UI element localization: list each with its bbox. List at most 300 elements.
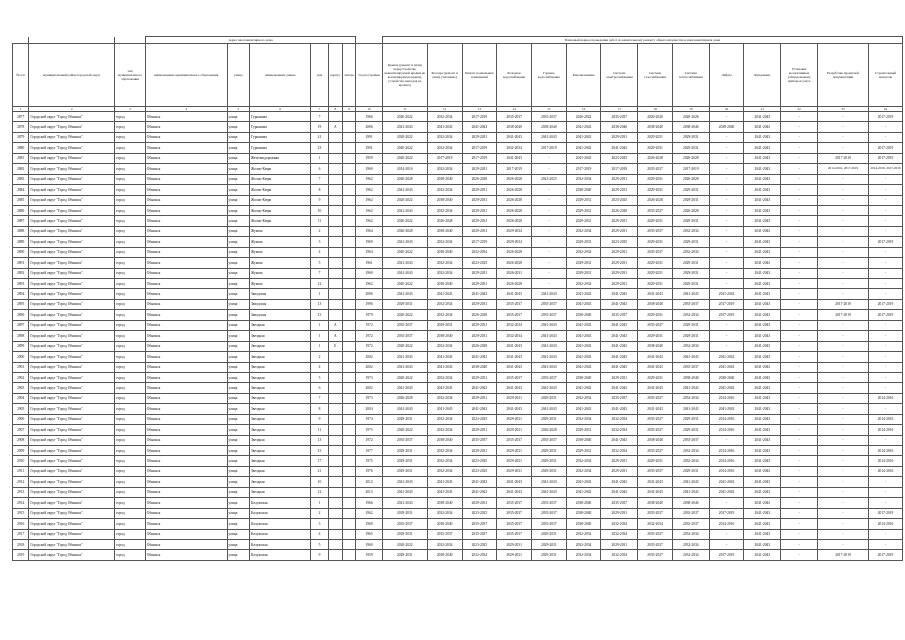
table-cell: 2035-2037 <box>497 112 532 122</box>
table-cell: - <box>781 498 818 508</box>
table-cell: 2026-2028 <box>497 216 532 226</box>
table-cell: 2029-2031 <box>497 393 532 403</box>
table-cell <box>342 550 355 560</box>
table-cell <box>328 425 342 435</box>
table-cell: Обнинск <box>145 237 227 247</box>
table-cell <box>328 414 342 424</box>
table-cell: 1962 <box>356 205 383 215</box>
table-row <box>13 508 903 518</box>
table-cell: 2884 <box>13 185 29 195</box>
table-cell: 2038-2040 <box>427 498 462 508</box>
table-cell: 2890 <box>13 247 29 257</box>
table-cell: 2041-2043 <box>744 320 781 330</box>
table-row <box>13 435 903 445</box>
table-cell: 2026-2028 <box>672 205 709 215</box>
table-cell: 2032-2034 <box>601 446 638 456</box>
table-cell: 2006 <box>356 122 383 132</box>
table-cell: 2038-2040 <box>672 372 709 382</box>
table-row <box>13 185 903 195</box>
column-header: Система электроснабжения <box>601 44 638 107</box>
table-cell: 2041-2043 <box>744 195 781 205</box>
table-cell: 2041-2043 <box>382 498 427 508</box>
table-cell: 2026-2028 <box>497 195 532 205</box>
table-cell: 2887 <box>13 216 29 226</box>
table-cell: 2908 <box>13 435 29 445</box>
table-cell: 2029-2031 <box>462 132 497 142</box>
table-cell: 1973 <box>356 372 383 382</box>
table-cell: 2041-2043 <box>382 477 427 487</box>
table-cell: Обнинск <box>145 320 227 330</box>
column-number: 8 <box>328 107 342 112</box>
table-cell: улица <box>227 404 249 414</box>
table-cell: 2035-2037 <box>638 247 673 257</box>
column-number: 6 <box>250 107 311 112</box>
table-cell: - <box>817 331 868 341</box>
table-cell: Городской округ "Город Обнинск" <box>29 404 115 414</box>
table-cell: 1975 <box>356 456 383 466</box>
table-cell: - <box>709 279 744 289</box>
table-cell: город <box>115 519 146 529</box>
table-cell: 2029-2031 <box>531 456 566 466</box>
table-cell: 2035-2037 <box>531 508 566 518</box>
table-cell: 2032-2034 <box>672 393 709 403</box>
table-row <box>13 550 903 560</box>
table-cell: 2017-2019 <box>462 237 497 247</box>
table-cell: 2041-2043 <box>744 383 781 393</box>
table-cell: 2041-2043 <box>382 352 427 362</box>
table-cell: 2029-2031 <box>497 539 532 549</box>
table-cell: 2020-2020 <box>638 112 673 122</box>
table-cell: 2029-2031 <box>566 425 601 435</box>
table-cell: 4 <box>311 529 328 539</box>
table-row <box>13 310 903 320</box>
table-cell <box>328 237 342 247</box>
table-cell: Городской округ "Город Обнинск" <box>29 456 115 466</box>
table-cell: Обнинск <box>145 226 227 236</box>
table-cell: 2017-2019 <box>817 550 868 560</box>
table-cell: Городской округ "Город Обнинск" <box>29 237 115 247</box>
table-cell: 2041-2043 <box>427 289 462 299</box>
table-cell: 2032-2034 <box>566 529 601 539</box>
table-cell: 2038-2040 <box>566 498 601 508</box>
table-cell: 5 <box>311 372 328 382</box>
column-header: Разработка проектной документации <box>817 44 868 107</box>
table-cell: 2029-2031 <box>462 164 497 174</box>
table-cell: Жолио-Кюри <box>250 205 311 215</box>
table-cell: 2041-2043 <box>531 289 566 299</box>
column-number: 24 <box>869 107 903 112</box>
table-cell: 2038-2040 <box>427 226 462 236</box>
table-cell: улица <box>227 372 249 382</box>
table-cell: 2041-2043 <box>382 383 427 393</box>
table-cell: 9 <box>311 414 328 424</box>
table-cell: - <box>817 414 868 424</box>
table-cell: Городской округ "Город Обнинск" <box>29 164 115 174</box>
table-cell: город <box>115 132 146 142</box>
table-cell: - <box>781 164 818 174</box>
table-cell <box>342 237 355 247</box>
table-cell: 12 <box>311 279 328 289</box>
table-cell: 2020-2026 <box>672 112 709 122</box>
table-cell: - <box>817 456 868 466</box>
table-row <box>13 456 903 466</box>
table-cell: 1965 <box>356 529 383 539</box>
table-cell: 1974 <box>356 414 383 424</box>
table-cell: 1996 <box>356 299 383 309</box>
table-cell: 2020-2022 <box>382 310 427 320</box>
table-cell: Обнинск <box>145 299 227 309</box>
table-cell: 2029-2031 <box>531 414 566 424</box>
table-cell: - <box>531 153 566 163</box>
table-cell: 2029-2031 <box>638 143 673 153</box>
table-cell: город <box>115 550 146 560</box>
column-number: 23 <box>817 107 868 112</box>
table-cell: 2029-2031 <box>566 195 601 205</box>
table-cell: 2038-2040 <box>638 299 673 309</box>
table-cell: 2038-2040 <box>427 435 462 445</box>
table-cell <box>328 299 342 309</box>
table-cell: Звездная <box>250 352 311 362</box>
table-cell: 2912 <box>13 477 29 487</box>
table-cell: город <box>115 362 146 372</box>
table-cell: 2026-2028 <box>427 216 462 226</box>
table-cell: 2029-2031 <box>462 216 497 226</box>
table-cell: 2041-2043 <box>601 341 638 351</box>
table-cell: 2035-2037 <box>497 299 532 309</box>
table-cell: 2020-2022 <box>382 372 427 382</box>
table-cell: 10 <box>311 477 328 487</box>
table-cell <box>328 258 342 268</box>
table-cell: Городской округ "Город Обнинск" <box>29 539 115 549</box>
table-cell: 2029-2031 <box>566 216 601 226</box>
table-cell: - <box>781 310 818 320</box>
table-cell: 2029-2031 <box>531 466 566 476</box>
table-cell: 1969 <box>356 237 383 247</box>
table-cell <box>328 247 342 257</box>
table-cell: 1 <box>311 320 328 330</box>
table-cell: Обнинск <box>145 477 227 487</box>
table-cell: - <box>531 237 566 247</box>
table-cell <box>328 508 342 518</box>
table-cell: 2886 <box>13 205 29 215</box>
table-cell: 2041-2043 <box>638 477 673 487</box>
table-cell: 2032-2034 <box>566 393 601 403</box>
table-cell: - <box>781 174 818 184</box>
table-cell: Городской округ "Город Обнинск" <box>29 383 115 393</box>
table-cell: Звездная <box>250 393 311 403</box>
table-cell: 2038-2040 <box>638 435 673 445</box>
table-cell: улица <box>227 331 249 341</box>
table-cell: - <box>869 404 903 414</box>
table-cell: - <box>781 435 818 445</box>
table-cell <box>342 299 355 309</box>
table-cell: город <box>115 195 146 205</box>
table-cell: 2029-2031 <box>601 132 638 142</box>
table-row <box>13 279 903 289</box>
table-row <box>13 383 903 393</box>
table-cell: - <box>781 153 818 163</box>
table-cell: Городской округ "Город Обнинск" <box>29 519 115 529</box>
table-cell: 1975 <box>356 425 383 435</box>
table-cell: 2041-2043 <box>744 456 781 466</box>
table-cell: улица <box>227 205 249 215</box>
table-cell: 2038-2040 <box>566 435 601 445</box>
table-cell: улица <box>227 519 249 529</box>
table-cell: город <box>115 404 146 414</box>
table-cell: - <box>817 404 868 414</box>
table-cell <box>328 205 342 215</box>
table-cell <box>328 195 342 205</box>
table-cell: 1979 <box>356 310 383 320</box>
table-cell: улица <box>227 341 249 351</box>
table-cell: 2029-2031 <box>566 446 601 456</box>
table-cell <box>342 372 355 382</box>
table-cell: Городской округ "Город Обнинск" <box>29 289 115 299</box>
table-cell: 2029-2031 <box>638 132 673 142</box>
table-cell <box>342 320 355 330</box>
table-cell: 19 <box>311 122 328 132</box>
table-cell <box>328 143 342 153</box>
column-header: Строительный контроль <box>869 44 903 107</box>
table-cell: улица <box>227 247 249 257</box>
table-cell <box>342 352 355 362</box>
table-cell: - <box>781 331 818 341</box>
table-cell: 2041-2043 <box>462 289 497 299</box>
table-cell: 2029-2031 <box>672 237 709 247</box>
table-cell: 11 <box>311 216 328 226</box>
table-cell: 2017-2019 <box>869 508 903 518</box>
table-cell <box>342 268 355 278</box>
table-cell: 2026-2028 <box>672 174 709 184</box>
column-number: 16 <box>566 107 601 112</box>
table-cell: 2032-2034 <box>427 205 462 215</box>
table-cell: 2032-2034 <box>601 414 638 424</box>
table-row <box>13 372 903 382</box>
table-cell: 2041-2043 <box>531 487 566 497</box>
column-number: 4 <box>145 107 227 112</box>
table-cell: 2041-2043 <box>497 404 532 414</box>
table-cell: 2026-2028 <box>462 174 497 184</box>
table-cell: Обнинск <box>145 352 227 362</box>
table-cell: 2041-2043 <box>744 153 781 163</box>
table-cell: 2035-2037 <box>382 435 427 445</box>
table-cell: 2029-2031 <box>638 185 673 195</box>
table-cell: 1972 <box>356 341 383 351</box>
table-cell: 1966 <box>356 498 383 508</box>
table-cell: 2023-2025 <box>601 195 638 205</box>
table-cell: 2041-2043 <box>531 132 566 142</box>
table-cell: улица <box>227 122 249 132</box>
table-cell: Звездная <box>250 320 311 330</box>
table-cell: 2029-2031 <box>672 258 709 268</box>
table-cell: 2032-2034 <box>427 372 462 382</box>
table-cell <box>342 174 355 184</box>
column-number: 13 <box>462 107 497 112</box>
table-cell <box>342 414 355 424</box>
table-cell: 2035-2037 <box>638 425 673 435</box>
table-cell: 1 <box>311 289 328 299</box>
table-cell: - <box>709 143 744 153</box>
table-cell: 2029-2031 <box>638 372 673 382</box>
table-cell: 2041-2043 <box>744 205 781 215</box>
table-cell <box>328 435 342 445</box>
table-cell: Гурьянова <box>250 122 311 132</box>
table-cell: - <box>781 216 818 226</box>
table-cell: - <box>869 247 903 257</box>
table-cell: 2029-2031 <box>601 466 638 476</box>
table-cell <box>328 393 342 403</box>
column-header: муниципальный район/городской округ <box>29 44 115 107</box>
table-cell: 2035-2037 <box>462 529 497 539</box>
table-cell: - <box>709 435 744 445</box>
table-cell: улица <box>227 446 249 456</box>
table-cell: 2017-2019 <box>817 299 868 309</box>
table-cell: 2029-2031 <box>638 456 673 466</box>
table-cell: - <box>781 466 818 476</box>
table-cell: 2035-2037 <box>531 435 566 445</box>
table-cell: 2029-2031 <box>638 258 673 268</box>
table-cell: 2032-2034 <box>427 143 462 153</box>
table-cell: 2029-2031 <box>601 508 638 518</box>
table-cell: 2032-2034 <box>497 331 532 341</box>
table-cell: 2026-2028 <box>638 153 673 163</box>
table-cell: 2 <box>311 352 328 362</box>
table-cell: улица <box>227 352 249 362</box>
table-cell: 2029-2031 <box>462 268 497 278</box>
table-cell: - <box>781 393 818 403</box>
table-row <box>13 519 903 529</box>
table-cell: улица <box>227 362 249 372</box>
table-cell: улица <box>227 310 249 320</box>
table-cell: 2029-2031 <box>462 498 497 508</box>
table-cell: 2032-2034 <box>566 174 601 184</box>
table-row <box>13 320 903 330</box>
table-cell: Звездная <box>250 466 311 476</box>
table-cell: 1991 <box>356 143 383 153</box>
table-cell: 2041-2043 <box>744 310 781 320</box>
table-cell: 2014-2016, 2017-2019 <box>869 164 903 174</box>
table-cell: 2032-2034 <box>601 519 638 529</box>
table-cell <box>342 435 355 445</box>
table-cell: 2017-2019 <box>709 310 744 320</box>
table-cell: улица <box>227 268 249 278</box>
table-cell: 2035-2037 <box>531 299 566 309</box>
table-cell: 2012 <box>356 477 383 487</box>
table-cell: 2041-2043 <box>744 372 781 382</box>
table-cell: 2017-2019 <box>817 310 868 320</box>
table-cell: 2017-2019 <box>566 164 601 174</box>
table-cell: город <box>115 508 146 518</box>
table-cell: 2880 <box>13 143 29 153</box>
table-cell: 2041-2043 <box>566 289 601 299</box>
table-cell: 2029-2031 <box>531 550 566 560</box>
table-cell: 2029-2031 <box>497 425 532 435</box>
table-cell: 2035-2037 <box>462 435 497 445</box>
table-cell <box>328 289 342 299</box>
table-cell: улица <box>227 529 249 539</box>
table-cell: 2032-2034 <box>566 539 601 549</box>
table-cell: 7 <box>311 268 328 278</box>
table-cell: 2032-2034 <box>672 550 709 560</box>
table-cell: 2901 <box>13 362 29 372</box>
table-cell: 2041-2043 <box>744 226 781 236</box>
table-cell: 2 <box>311 226 328 236</box>
table-cell: 2041-2043 <box>744 393 781 403</box>
column-number: 5 <box>227 107 249 112</box>
table-cell: - <box>709 331 744 341</box>
table-cell: - <box>781 122 818 132</box>
table-cell: - <box>709 185 744 195</box>
table-cell <box>328 519 342 529</box>
table-cell: Городской округ "Город Обнинск" <box>29 414 115 424</box>
table-cell: 2020-2022 <box>382 132 427 142</box>
table-cell: 7 <box>311 174 328 184</box>
table-cell: - <box>709 529 744 539</box>
table-cell: 2026-2028 <box>497 247 532 257</box>
table-cell <box>342 539 355 549</box>
table-cell <box>342 258 355 268</box>
table-cell: Обнинск <box>145 247 227 257</box>
table-cell: 2 <box>311 508 328 518</box>
table-cell: улица <box>227 539 249 549</box>
table-cell: - <box>869 195 903 205</box>
table-cell: 2029-2031 <box>462 299 497 309</box>
table-cell: 1991 <box>356 132 383 142</box>
table-cell: город <box>115 372 146 382</box>
table-cell: - <box>817 205 868 215</box>
table-cell: Городской округ "Город Обнинск" <box>29 508 115 518</box>
column-number: 12 <box>427 107 462 112</box>
table-cell: 5 <box>311 539 328 549</box>
table-cell: 2041-2043 <box>382 205 427 215</box>
table-cell: 2017-2019 <box>462 112 497 122</box>
table-cell: 12 <box>311 487 328 497</box>
table-row <box>13 362 903 372</box>
table-cell: 11 <box>311 425 328 435</box>
table-cell: 2029-2031 <box>672 466 709 476</box>
table-cell: - <box>781 132 818 142</box>
table-cell: 2035-2037 <box>497 435 532 445</box>
table-cell: 1959 <box>356 550 383 560</box>
table-cell: 2029-2031 <box>672 268 709 278</box>
table-cell: 2038-2040 <box>709 122 744 132</box>
table-cell: 2029-2031 <box>382 466 427 476</box>
table-cell: - <box>817 143 868 153</box>
table-cell: 2041-2043 <box>382 404 427 414</box>
table-cell: 2004 <box>356 404 383 414</box>
table-cell: 2032-2034 <box>566 456 601 466</box>
table-cell: 2023-2025 <box>531 174 566 184</box>
table-cell: 2041-2043 <box>744 299 781 309</box>
table-cell: Обнинск <box>145 425 227 435</box>
table-cell <box>342 508 355 518</box>
table-cell: 2032-2034 <box>672 341 709 351</box>
table-cell: 2029-2031 <box>638 216 673 226</box>
table-cell: 2029-2031 <box>531 393 566 403</box>
table-cell: город <box>115 164 146 174</box>
table-cell: - <box>709 216 744 226</box>
table-cell: - <box>781 237 818 247</box>
table-cell: 1 <box>311 498 328 508</box>
table-cell: 2041-2043 <box>566 352 601 362</box>
table-cell: 2902 <box>13 372 29 382</box>
column-number: 17 <box>601 107 638 112</box>
column-header: Горячее водоснабжение <box>531 44 566 107</box>
table-cell: 2032-2034 <box>672 529 709 539</box>
table-cell: 2041-2043 <box>744 404 781 414</box>
table-cell: 2017-2019 <box>462 143 497 153</box>
table-cell: 2017-2019 <box>869 310 903 320</box>
